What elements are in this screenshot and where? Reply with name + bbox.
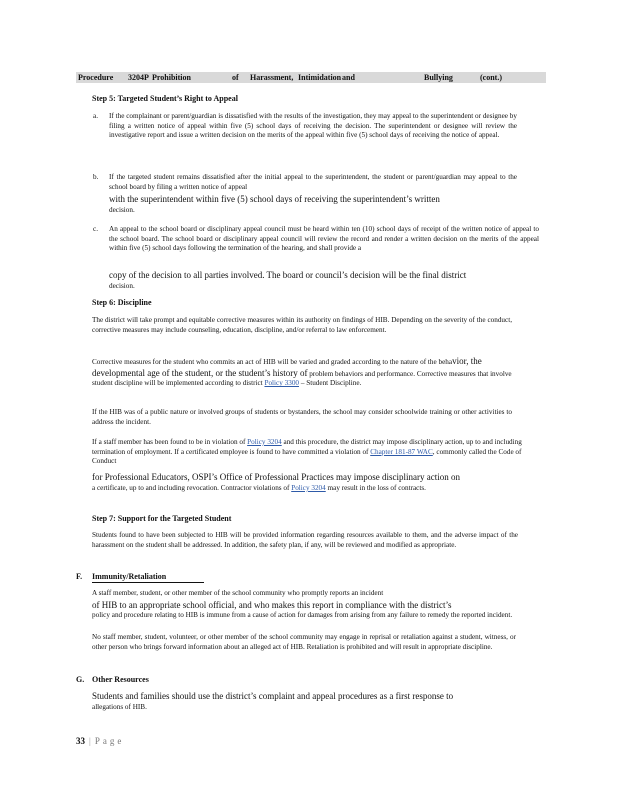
step5-item-c-letter: c. [93,225,98,233]
step6-p4-tail [92,484,522,494]
step5-item-c-text-3: decision. [109,282,135,290]
section-f-title: Immunity/Retaliation [92,572,167,581]
step6-paragraph-2 [92,356,518,389]
step6-paragraph-4 [92,438,532,467]
step5-item-c-text-2: copy of the decision to all parties involved. The board or council’s decision will be the final district [109,270,467,280]
policy-3300-link[interactable]: Policy 3300 [264,379,300,388]
header-title-prohibition: Prohibition [152,73,191,82]
step5-item-c-text-1: An appeal to the school board or disciplinary appeal council must be heard within ten (10) school days of receipt of the written notice of appeal to the school board. The school board or disciplinary appeal council will review the record and render a written decision on the merits of the appeal within five (5) school days following the termination of the hearing, and shall provide a [109,225,539,253]
header-title-harassment: Harassment, [250,73,294,82]
step5-item-b-letter: b. [93,173,99,181]
step6-p2-part-b: vior, the developmental age of the student, or the student’s history of [92,356,482,378]
section-f-p1-c: policy and procedure relating to HIB is immune from a cause of action for damages from arising from any failure to remedy the reported incident. [92,611,513,619]
section-f-paragraph-2: No staff member, student, volunteer, or other member of the school community may engage in reprisal or retaliation against a student, witness, or other person who brings forward information about an alleged act of HIB. Retaliation is prohibited and will result in appropriate discipline. [92,633,516,651]
step6-paragraph-1: The district will take prompt and equitable corrective measures within its authority on findings of HIB. Depending on the severity of the conduct, corrective measures may include counseling, education, discipline, and/or referral to law enforcement. [92,316,512,334]
step6-heading: Step 6: Discipline [92,298,152,307]
policy-3204-link-1[interactable]: Policy 3204 [247,438,282,446]
policy-3204-link-2[interactable]: Policy 3204 [291,484,326,492]
step5-item-b-text-3: decision. [109,206,135,214]
page-number: 33 [76,736,85,746]
header-title-cont: (cont.) [480,73,502,82]
step5-item-b-text-1: If the targeted student remains dissatisfied after the initial appeal to the superintendent, the student or parent/guardian may appeal to the school board by filing a written notice of appeal [109,173,517,191]
section-f-letter: F. [76,572,83,581]
section-f-title-underline [92,582,204,583]
section-f-p1-b: of HIB to an appropriate school official, and who makes this report in compliance with the district’s [92,600,452,610]
header-title-of: of [232,73,239,82]
step6-p2-part-a: Corrective measures for the student who commits an act of HIB will be varied and graded according to the nature of the beha [92,358,453,366]
section-g-p1-a: Students and families should use the district’s complaint and appeal procedures as a first response to [92,691,454,701]
step6-p2-part-c: problem behaviors and performance. Corrective measures that involve student discipline will be implemented according to district [92,369,512,388]
section-f-p1-a: A staff member, student, or other member of the school community who promptly reports an incident [92,589,384,597]
step5-heading: Step 5: Targeted Student’s Right to Appeal [92,94,238,103]
step6-p2-part-d: – Student Discipline. [300,379,362,388]
header-procedure-number: 3204P [128,73,149,82]
step6-p4-part-f: may result in the loss of contracts. [327,484,426,492]
procedure-header [76,72,546,83]
header-title-bullying: Bullying [424,73,453,82]
header-title-intimidation: Intimidation [298,73,342,82]
section-g-title: Other Resources [92,675,149,684]
header-procedure-label: Procedure [78,73,114,82]
step6-p4-part-d: for Professional Educators, OSPI’s Office of Professional Practices may impose disciplinary action on [92,472,461,482]
section-g-letter: G. [76,675,85,684]
chapter-181-87-wac-link[interactable]: Chapter 181-87 WAC [370,447,433,456]
step6-p4-part-e: a certificate, up to and including revocation. Contractor violations of [92,484,290,492]
step7-paragraph-1: Students found to have been subjected to HIB will be provided information regarding resources available to them, and the adverse impact of the harassment on the student shall be addressed. In addition, the safety plan, if any, will be reviewed and modified as appropriate. [92,531,518,549]
page-footer [76,736,124,746]
step6-paragraph-3: If the HIB was of a public nature or involved groups of students or bystanders, the school may consider schoolwide training or other activities to address the incident. [92,408,512,426]
step7-heading: Step 7: Support for the Targeted Student [92,514,232,523]
section-g-p1-b: allegations of HIB. [92,703,147,711]
step6-p4-part-b: and this procedure, the district may impose disciplinary action, up to and including termination of employment. If a certificated employee is found to have committed a violation of [92,438,522,456]
step5-item-b-text-2: with the superintendent within five (5) school days of receiving the superintendent’s written [109,194,440,204]
header-title-and: and [342,73,355,82]
step6-p4-part-c: , commonly called the Code of Conduct [92,447,522,466]
step5-item-a-text: If the complainant or parent/guardian is dissatisfied with the results of the investigation, they may appeal to the superintendent or designee by filing a written notice of appeal within five (5) school days of receiving the decision. The superintendent or designee will review the investigative report and issue a written decision on the merits of the appeal within five (5) school days of receiving the notice of appeal. [109,112,517,140]
step5-item-a-letter: a. [93,112,98,120]
page-separator: | [89,736,91,746]
page-word: Page [94,736,125,746]
step6-p4-part-a: If a staff member has been found to be in violation of [92,438,246,446]
